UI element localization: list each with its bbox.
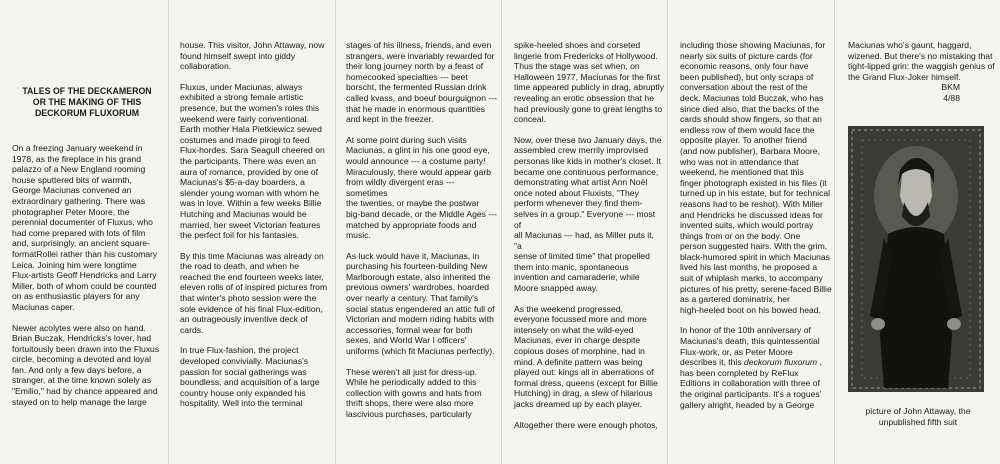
- paragraph: spike-heeled shoes and corseted lingerie from Fredericks of Hollywood. Thus the stage was set when, on Halloween 1977, Maciunas for the first time appeared publicly in drag, abruptly revealing an erotic obsession that he had previously gone to great lengths to conceal.: [514, 40, 665, 125]
- italic-title: deckorum fluxorum: [744, 357, 818, 368]
- fold-line: [501, 0, 502, 464]
- paragraph: As the weekend progressed, everyone focussed more and more intensely on what the wild-eyed Maciunas, ever in charge despite copious doses of morphine, had in mind. A definite pattern was being played out: kings all in aberrations of formal dress, queens (except for Billie Hutching) in drag, a slew of hilarious jacks dreamed up by each player.: [514, 303, 658, 409]
- paragraph: In true Flux-fashion, the project developed convivially. Maciunas's passion for social gatherings was boundless, and acquisition of a large country house only expanded his hospitality. Well into the terminal: [180, 345, 320, 409]
- paragraph: including those showing Maciunas, for nearly six suits of picture cards (for economic reasons, only four have been published), but only scraps of conversation about the rest of the deck. Maciunas told Buczak, who has since died also, that the backs of the cards should show fingers, so that an endless row of them would face the opposite player. To another friend (and now publisher), Barbara Moore, who was not in attendance that weekend, he mentioned that this finger photograph existed in his files (it turned up in his estate, but for technical reasons had to be reshot). With Miller and Hendricks he discussed ideas for invented suits, which would portray things from or on the body. One person suggested hairs. With the grim, black-humored spirit in which Maciunas lived his last months, he proposed a suit of whiplash marks, to accompany pictures of his pretty, serene-faced Billie as a gartered dominatrix, her high-heeled boot on his bowed head.: [680, 40, 832, 315]
- paragraph: house. This visitor, John Attaway, now found himself swept into giddy collaboration.: [180, 40, 325, 72]
- column-3: [346, 0, 498, 464]
- portrait-photo: [848, 126, 984, 392]
- paragraph: Now, over these two January days, the assembled crew merrily improvised personas like kids in mother's closet. It became one continuous performance, demonstrating what artist Ann Noël once noted about Fluxists, "They perform whenever they find them- selves in a group." Everyone --- most of all Maciunas --- had, as Miller puts it, "a sense of limited time" that propelled them into manic, spontaneous invention and camaraderie, while Moore snapped away.: [514, 134, 662, 294]
- column-5: [680, 0, 832, 464]
- paragraph: As luck would have it, Maciunas, in purchasing his fourteen-building New Marlborough estate, also inherited the previous owners' wardrobes, hoarded over nearly a century. That family's social status engendered an attic full of Victorian and modern riding habits with accessories, formal wear for both sexes, and World War I officers' uniforms (which fit Maciunas perfectly).: [346, 250, 495, 357]
- photo-caption: picture of John Attaway, the unpublished fifth suit: [865, 406, 971, 427]
- paragraph: On a freezing January weekend in 1978, as the fireplace in his grand palazzo of a New England rooming house sputtered bits of warmth, George Maciunas convened an extraordinary gathering. There was photographer Peter Moore, the perennial documenter of Fluxus, who had come prepared with lots of film and, surprisingly, an ancient square- formatRollei rather than his customary Leica. Joining him were longtime Flux-artists Geoff Hendricks and Larry Miller, both of whom could be counted on as enthusiastic players for any Maciunas caper.: [12, 143, 158, 312]
- paragraph: By this time Maciunas was already on the road to death, and when he reached the end fourteen weeks later, eleven rolls of of inspired pictures from that winter's photo session were the sole evidence of his final Flux-edition, an outrageously inventive deck of cards.: [180, 250, 328, 335]
- signature: BKM 4/88: [941, 82, 960, 103]
- column-1: [12, 0, 162, 464]
- paragraph: Fluxus, under Maciunas, always exhibited a strong female artistic presence, but the women's roles this weekend were fairly conventional. Earth mother Hala Pietkiewicz sewed costumes and made pirogi to feed Flux-hordes. Sara Seagull cheered on the participants. There was even an aura of romance, provided by one of Maciunas's $5-a-day boarders, a slender young woman with whom he was in love. Within a few weeks Billie Hutching and Maciunas would be married, her sweet Victorian features the perfect foil for his fantasies.: [180, 81, 325, 241]
- fold-line: [834, 0, 835, 464]
- fold-line: [667, 0, 668, 464]
- column-4: [514, 0, 664, 464]
- paragraph: These weren't all just for dress-up. While he periodically added to this collection with gowns and hats from thrift shops, there were also more lascivious purchases, particularly: [346, 366, 482, 419]
- fold-line: [335, 0, 336, 464]
- paragraph: Newer acolytes were also on hand. Brian Buczak, Hendricks's lover, had fortuitously been drawn into the Fluxus circle, becoming a devoted and loyal fan. And only a few days before, a stranger, at the time known solely as "Emilio," had by chance appeared and stayed on to help manage the large: [12, 322, 160, 407]
- paragraph: In honor of the 10th anniversary of Maciunas's death, this quintessential Flux-work, or, as Peter Moore describes it, this deckorum fluxorum , has been completed by ReFlux Editions in collaboration with three of the original participants. It's a rogues' gallery alright, headed by a George: [680, 325, 822, 410]
- fold-line: [168, 0, 169, 464]
- paragraph: stages of his illness, friends, and even strangers, were invariably rewarded for their long journey north by a feast of homecooked specialties --- beet borscht, the fermented Russian drink called kvass, and boeuf bourguignon --- that he made in enormous quantities and kept in the freezer.: [346, 40, 497, 125]
- article-title: TALES OF THE DECKAMERON OR THE MAKING OF THIS DECKORUM FLUXORUM: [22, 86, 152, 118]
- paragraph: Maciunas who's gaunt, haggard, wizened. But there's no mistaking that tight-lipped grin: the waggish genius of the Grand Flux-Joker himself.: [848, 40, 995, 82]
- paragraph: Altogether there were enough photos,: [514, 419, 658, 430]
- column-2: [180, 0, 330, 464]
- paragraph: At some point during such visits Maciunas, a glint in his one good eye, would announce --- a costume party! Miraculously, there would appear garb from wildly divergent eras --- sometimes the twenties, or maybe the postwar big-band decade, or the Middle Ages --- matched by appropriate foods and music.: [346, 134, 497, 241]
